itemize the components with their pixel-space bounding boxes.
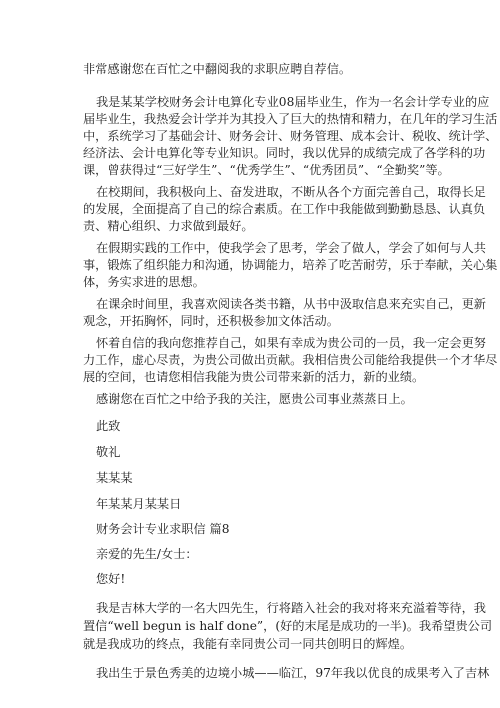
paragraph-recommend-line: 力工作，虚心尽责，为贵公司做出贡献。我相信贵公司能给我提供一个才华尽 [83, 353, 498, 367]
paragraph-recommend-line: 怀着自信的我向您推荐自己，如果有幸成为贵公司的一员，我一定会更努 [96, 336, 486, 350]
paragraph-school-line: 责、精心组织、力求做到最好。 [83, 219, 254, 233]
paragraph-practice-line: 在假期实践的工作中，使我学会了思考，学会了做人，学会了如何与人共 [96, 241, 486, 255]
signature-name: 某某某 [96, 471, 133, 485]
paragraph-school-line: 在校期间，我积极向上、奋发进取，不断从各个方面完善自己，取得长足 [96, 185, 486, 199]
paragraph-thanks-line: 感谢您在百忙之中给予我的关注，愿贵公司事业蒸蒸日上。 [96, 392, 413, 406]
paragraph-self-intro-line: 届毕业生，我热爱会计学并为其投入了巨大的热情和精力，在几年的学习生活 [83, 112, 498, 126]
paragraph-birthplace-line: 我出生于景色秀美的边境小城——临江，97年我以优良的成果考入了吉林 [96, 666, 490, 680]
paragraph-second-letter-line: 置信“well begun is half done”，(好的末尾是成功的一半)。我希望贵公司 [83, 619, 493, 633]
paragraph-hobby-line: 在课余时间里，我喜欢阅读各类书籍，从书中汲取信息来充实自己，更新 [96, 297, 486, 311]
paragraph-second-letter-line: 我是吉林大学的一名大四先生，行将踏入社会的我对将来充溢着等待，我 [96, 601, 486, 615]
paragraph-school-line: 的发展，全面提高了自己的综合素质。在工作中我能做到勤勤恳恳、认真负 [83, 202, 486, 216]
letter-greeting: 亲爱的先生/女士： [96, 547, 198, 561]
paragraph-self-intro-line: 经济法、会计电算化等专业知识。同时，我以优异的成绩完成了各学科的功 [83, 146, 486, 160]
paragraph-self-intro-line: 中，系统学习了基础会计、财务会计、财务管理、成本会计、税收、统计学、 [83, 129, 498, 143]
paragraph-hobby-line: 观念，开拓胸怀，同时，还积极参加文体活动。 [83, 314, 339, 328]
paragraph-practice-line: 体，务实求进的思想。 [83, 275, 205, 289]
paragraph-intro-line: 非常感谢您在百忙之中翻阅我的求职应聘自荐信。 [83, 62, 352, 76]
section-title: 财务会计专业求职信 篇8 [96, 522, 230, 536]
signature-date: 年某某月某某日 [96, 497, 182, 511]
closing-regards: 敬礼 [96, 445, 121, 459]
paragraph-second-letter-line: 就是我成功的终点，我能有幸同贵公司一同共创明日的辉煌。 [83, 637, 413, 651]
paragraph-recommend-line: 展的空间，也请您相信我能为贵公司带来新的活力，新的业绩。 [83, 370, 425, 384]
paragraph-self-intro-line: 我是某某学校财务会计电算化专业08届毕业生，作为一名会计学专业的应 [96, 95, 490, 109]
closing-salutation: 此致 [96, 419, 121, 433]
letter-hello: 您好! [96, 572, 126, 586]
paragraph-self-intro-line: 课，曾获得过“三好学生”、“优秀学生”、“优秀团员”、“全勤奖”等。 [83, 163, 450, 177]
paragraph-practice-line: 事，锻炼了组织能力和沟通，协调能力，培养了吃苦耐劳，乐于奉献，关心集 [83, 258, 498, 272]
